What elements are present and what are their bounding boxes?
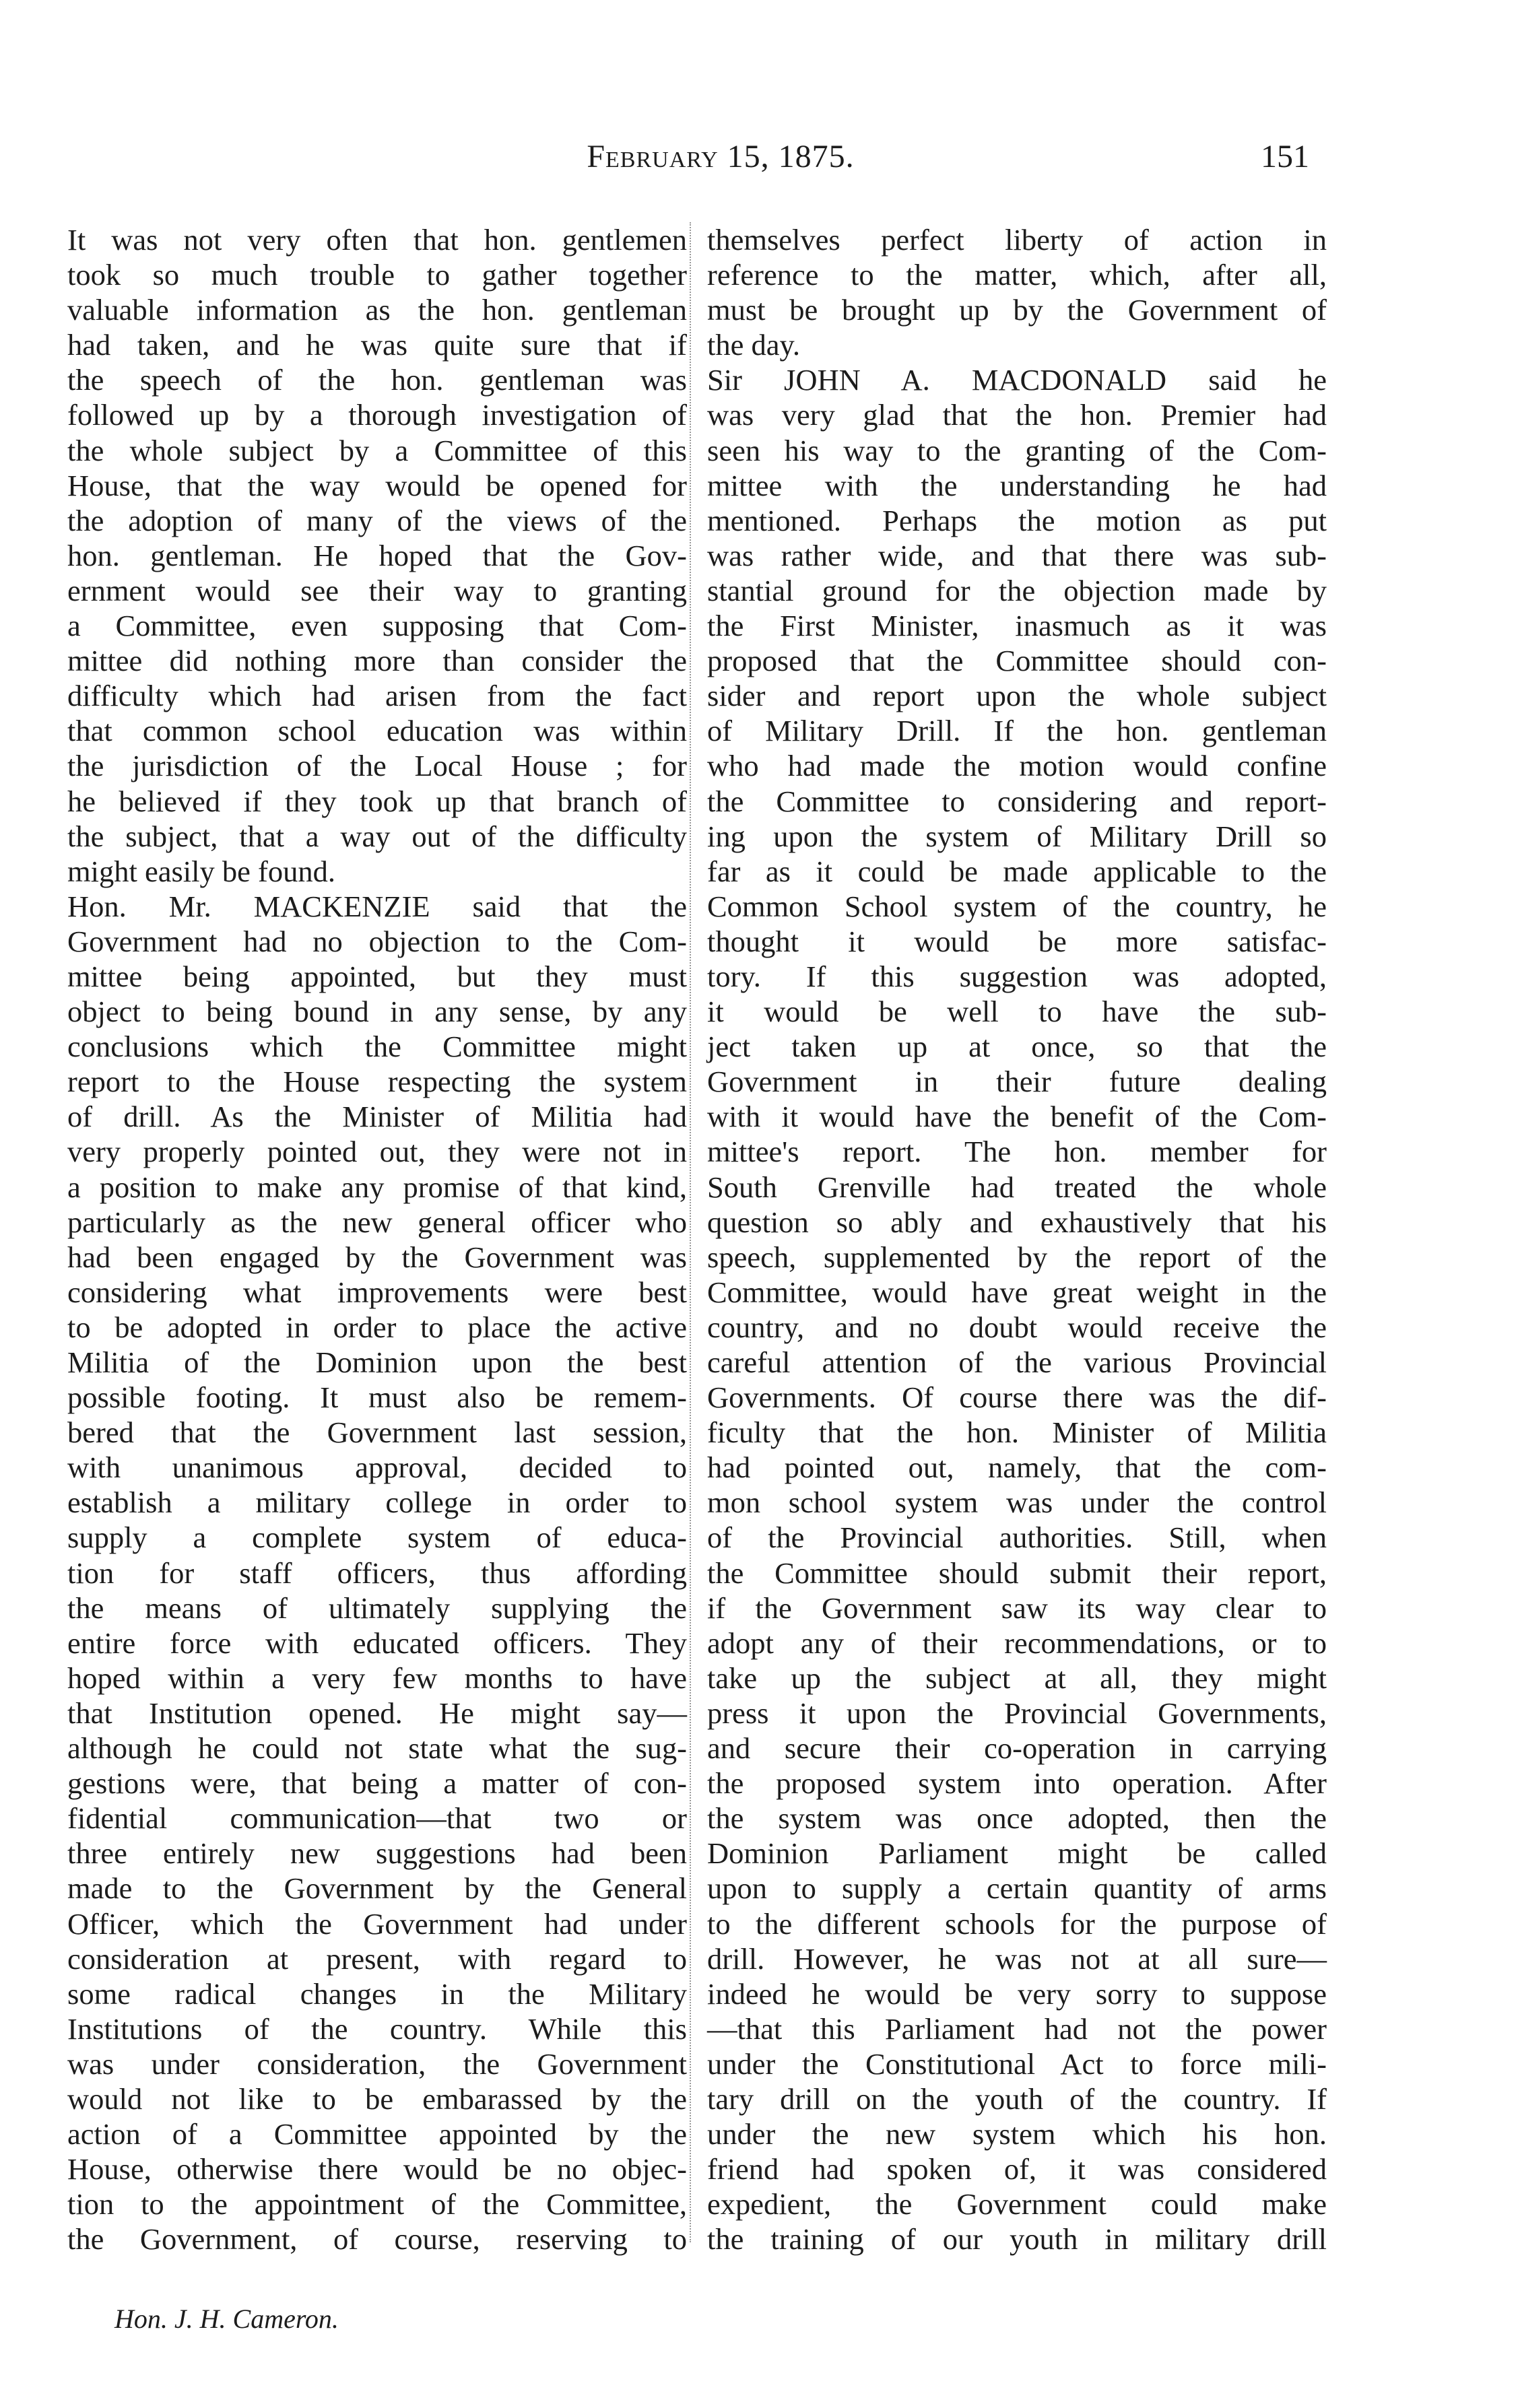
text-line: it would be well to have the sub- bbox=[707, 995, 1327, 1029]
text-line: the Committee to considering and report- bbox=[707, 784, 1327, 818]
text-line: with it would have the benefit of the Com- bbox=[707, 1100, 1327, 1134]
text-line: country, and no doubt would receive the bbox=[707, 1310, 1327, 1344]
text-line: to be adopted in order to place the active bbox=[67, 1310, 687, 1344]
text-line: took so much trouble to gather together bbox=[67, 258, 687, 292]
text-line: press it upon the Provincial Governments, bbox=[707, 1696, 1327, 1730]
text-line: take up the subject at all, they might bbox=[707, 1661, 1327, 1695]
text-line: careful attention of the various Provincial bbox=[707, 1345, 1327, 1379]
text-line: the subject, that a way out of the difficulty bbox=[67, 819, 687, 853]
text-line: of Military Drill. If the hon. gentleman bbox=[707, 714, 1327, 748]
text-line: mittee's report. The hon. member for bbox=[707, 1135, 1327, 1169]
text-line: under the new system which his hon. bbox=[707, 2117, 1327, 2151]
text-line: might easily be found. bbox=[67, 854, 335, 888]
text-line: the means of ultimately supplying the bbox=[67, 1591, 687, 1625]
text-line: sider and report upon the whole subject bbox=[707, 679, 1327, 713]
text-line: Government had no objection to the Com- bbox=[67, 924, 687, 958]
text-line: the speech of the hon. gentleman was bbox=[67, 363, 687, 397]
text-line: that Institution opened. He might say— bbox=[67, 1696, 687, 1730]
text-line: a Committee, even supposing that Com- bbox=[67, 609, 687, 643]
text-line: tary drill on the youth of the country. If bbox=[707, 2081, 1327, 2116]
text-line: Sir JOHN A. MACDONALD said he bbox=[707, 363, 1327, 397]
text-line: indeed he would be very sorry to suppose bbox=[707, 1976, 1327, 2011]
text-line: hon. gentleman. He hoped that the Gov- bbox=[67, 538, 687, 572]
text-line: mittee being appointed, but they must bbox=[67, 959, 687, 993]
text-line: the Government, of course, reserving to bbox=[67, 2222, 687, 2256]
text-line: the jurisdiction of the Local House ; for bbox=[67, 749, 687, 783]
text-line: and secure their co-operation in carrying bbox=[707, 1731, 1327, 1766]
text-line: the adoption of many of the views of the bbox=[67, 503, 687, 537]
text-line: he believed if they took up that branch of bbox=[67, 784, 687, 818]
text-line: reference to the matter, which, after all, bbox=[707, 258, 1327, 292]
text-line: had been engaged by the Government was bbox=[67, 1240, 687, 1274]
text-line: mittee did nothing more than consider the bbox=[67, 644, 687, 678]
text-line: had pointed out, namely, that the com- bbox=[707, 1450, 1327, 1485]
text-line: would not like to be embarassed by the bbox=[67, 2081, 687, 2116]
footer-catchword: Hon. J. H. Cameron. bbox=[114, 2304, 339, 2334]
text-line: with unanimous approval, decided to bbox=[67, 1450, 687, 1485]
text-line: House, that the way would be opened for bbox=[67, 468, 687, 502]
text-line: Dominion Parliament might be called bbox=[707, 1836, 1327, 1871]
text-line: Common School system of the country, he bbox=[707, 889, 1327, 923]
text-line: was very glad that the hon. Premier had bbox=[707, 398, 1327, 432]
text-line: thought it would be more satisfac- bbox=[707, 924, 1327, 958]
text-line: the First Minister, inasmuch as it was bbox=[707, 609, 1327, 643]
text-line: to the different schools for the purpose of bbox=[707, 1906, 1327, 1941]
text-line: particularly as the new general officer who bbox=[67, 1205, 687, 1239]
text-line: House, otherwise there would be no objec- bbox=[67, 2152, 687, 2186]
column-divider bbox=[690, 222, 691, 2242]
text-line: object to being bound in any sense, by any bbox=[67, 995, 687, 1029]
text-line: ject taken up at once, so that the bbox=[707, 1030, 1327, 1064]
page-date: February 15, 1875. bbox=[587, 139, 855, 174]
text-line: Institutions of the country. While this bbox=[67, 2011, 687, 2046]
text-line: action of a Committee appointed by the bbox=[67, 2117, 687, 2151]
text-line: tion to the appointment of the Committee, bbox=[67, 2187, 687, 2221]
text-line: far as it could be made applicable to the bbox=[707, 854, 1327, 888]
text-line: mon school system was under the control bbox=[707, 1485, 1327, 1520]
text-line: conclusions which the Committee might bbox=[67, 1030, 687, 1064]
text-line: was under consideration, the Government bbox=[67, 2046, 687, 2081]
text-line: friend had spoken of, it was considered bbox=[707, 2152, 1327, 2186]
text-line: a position to make any promise of that kind, bbox=[67, 1170, 687, 1204]
text-line: expedient, the Government could make bbox=[707, 2187, 1327, 2221]
text-line: Governments. Of course there was the dif- bbox=[707, 1380, 1327, 1415]
text-line: establish a military college in order to bbox=[67, 1485, 687, 1520]
text-line: had taken, and he was quite sure that if bbox=[67, 328, 687, 362]
text-line: mentioned. Perhaps the motion as put bbox=[707, 503, 1327, 537]
text-line: Hon. Mr. MACKENZIE said that the bbox=[67, 889, 687, 923]
text-line: ing upon the system of Military Drill so bbox=[707, 819, 1327, 853]
text-line: although he could not state what the sug- bbox=[67, 1731, 687, 1766]
text-line: very properly pointed out, they were not in bbox=[67, 1135, 687, 1169]
text-line: under the Constitutional Act to force mili- bbox=[707, 2046, 1327, 2081]
text-line: the day. bbox=[707, 328, 800, 362]
text-line: —that this Parliament had not the power bbox=[707, 2011, 1327, 2046]
text-line: South Grenville had treated the whole bbox=[707, 1170, 1327, 1204]
text-line: if the Government saw its way clear to bbox=[707, 1591, 1327, 1625]
text-line: fidential communication—that two or bbox=[67, 1801, 687, 1836]
text-line: Government in their future dealing bbox=[707, 1065, 1327, 1099]
text-line: drill. However, he was not at all sure— bbox=[707, 1941, 1327, 1976]
text-line: Officer, which the Government had under bbox=[67, 1906, 687, 1941]
text-line: hoped within a very few months to have bbox=[67, 1661, 687, 1695]
text-line: possible footing. It must also be remem- bbox=[67, 1380, 687, 1415]
right-column bbox=[707, 222, 1327, 2256]
text-line: mittee with the understanding he had bbox=[707, 468, 1327, 502]
text-line: speech, supplemented by the report of the bbox=[707, 1240, 1327, 1274]
text-line: who had made the motion would confine bbox=[707, 749, 1327, 783]
text-line: proposed that the Committee should con- bbox=[707, 644, 1327, 678]
text-line: report to the House respecting the system bbox=[67, 1065, 687, 1099]
text-line: Committee, would have great weight in the bbox=[707, 1275, 1327, 1309]
text-line: considering what improvements were best bbox=[67, 1275, 687, 1309]
text-line: that common school education was within bbox=[67, 714, 687, 748]
text-line: some radical changes in the Military bbox=[67, 1976, 687, 2011]
text-line: the system was once adopted, then the bbox=[707, 1801, 1327, 1836]
text-line: the whole subject by a Committee of this bbox=[67, 433, 687, 467]
text-line: of drill. As the Minister of Militia had bbox=[67, 1100, 687, 1134]
text-line: was rather wide, and that there was sub- bbox=[707, 538, 1327, 572]
text-line: supply a complete system of educa- bbox=[67, 1520, 687, 1555]
text-line: ernment would see their way to granting bbox=[67, 573, 687, 607]
text-line: gestions were, that being a matter of con- bbox=[67, 1766, 687, 1801]
text-line: question so ably and exhaustively that his bbox=[707, 1205, 1327, 1239]
text-line: seen his way to the granting of the Com- bbox=[707, 433, 1327, 467]
text-line: Militia of the Dominion upon the best bbox=[67, 1345, 687, 1379]
left-column bbox=[67, 222, 687, 2256]
text-line: the Committee should submit their report, bbox=[707, 1556, 1327, 1590]
text-line: the proposed system into operation. After bbox=[707, 1766, 1327, 1801]
text-line: upon to supply a certain quantity of arms bbox=[707, 1871, 1327, 1906]
text-line: entire force with educated officers. They bbox=[67, 1626, 687, 1660]
text-line: tion for staff officers, thus affording bbox=[67, 1556, 687, 1590]
text-line: of the Provincial authorities. Still, when bbox=[707, 1520, 1327, 1555]
text-line: followed up by a thorough investigation of bbox=[67, 398, 687, 432]
text-line: It was not very often that hon. gentlemen bbox=[67, 223, 687, 257]
text-line: adopt any of their recommendations, or to bbox=[707, 1626, 1327, 1660]
text-line: consideration at present, with regard to bbox=[67, 1941, 687, 1976]
text-line: made to the Government by the General bbox=[67, 1871, 687, 1906]
text-line: the training of our youth in military drill bbox=[707, 2222, 1327, 2256]
text-line: valuable information as the hon. gentleman bbox=[67, 293, 687, 327]
text-line: must be brought up by the Government of bbox=[707, 293, 1327, 327]
text-line: tory. If this suggestion was adopted, bbox=[707, 959, 1327, 993]
text-line: themselves perfect liberty of action in bbox=[707, 223, 1327, 257]
page-header bbox=[0, 138, 1518, 185]
text-line: stantial ground for the objection made by bbox=[707, 573, 1327, 607]
text-line: difficulty which had arisen from the fact bbox=[67, 679, 687, 713]
text-line: ficulty that the hon. Minister of Militia bbox=[707, 1415, 1327, 1450]
page-number: 151 bbox=[1261, 139, 1309, 174]
text-line: three entirely new suggestions had been bbox=[67, 1836, 687, 1871]
text-line: bered that the Government last session, bbox=[67, 1415, 687, 1450]
